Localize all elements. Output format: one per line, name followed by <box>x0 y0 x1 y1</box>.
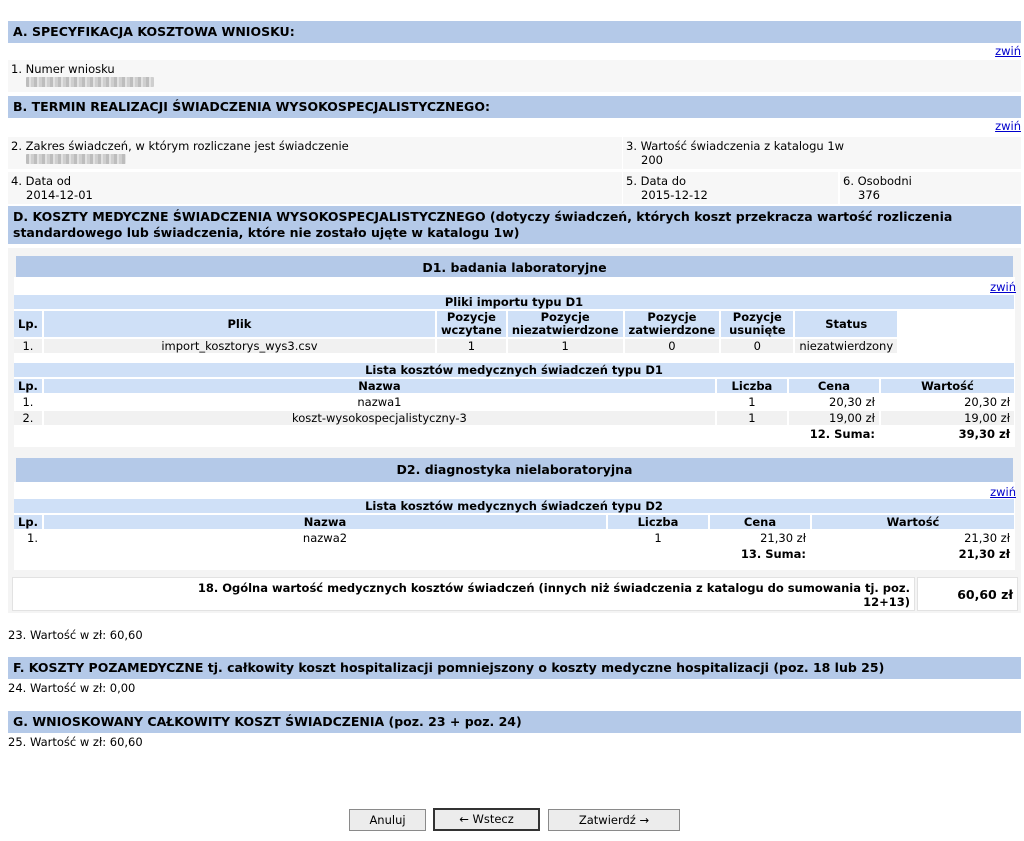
section-f-header <box>8 657 1021 679</box>
cell-wczytane: 1 <box>437 339 506 353</box>
sum-value: 39,30 zł <box>958 427 1010 441</box>
section-f-title: F. KOSZTY POZAMEDYCZNE tj. całkowity koszt hospitalizacji pomniejszony o koszty medyczne hospitalizacji (poz. 18 lub 25) <box>13 660 885 675</box>
field-23: 23. Wartość w zł: 60,60 <box>8 628 143 642</box>
osobodni-value: 376 <box>858 188 880 202</box>
col-wczytane: Pozycje wczytane <box>437 311 506 337</box>
table-row <box>14 395 1014 409</box>
cell-liczba: 1 <box>654 531 662 545</box>
field-zakres-swiadczen <box>8 137 622 169</box>
table-row <box>14 339 1014 353</box>
cell-usuniete: 0 <box>721 339 793 353</box>
wartosc-katalog-value: 200 <box>641 153 663 167</box>
d1-header: D1. badania laboratoryjne <box>16 256 1013 280</box>
field-25: 25. Wartość w zł: 60,60 <box>8 735 143 749</box>
cell-lp: 1. <box>27 531 38 545</box>
field-data-do <box>623 172 838 204</box>
field-osobodni <box>840 172 1021 204</box>
col-liczba: Liczba <box>717 379 787 393</box>
field-24: 24. Wartość w zł: 0,00 <box>8 681 136 695</box>
cell-lp: 2. <box>14 411 42 425</box>
table-row <box>14 411 1014 425</box>
sum-value: 21,30 zł <box>958 547 1010 561</box>
section-a-header <box>8 21 1021 43</box>
cell-cena: 21,30 zł <box>760 531 806 545</box>
cell-liczba: 1 <box>717 411 787 425</box>
collapse-link-a[interactable]: zwiń <box>995 44 1021 58</box>
section-a-title: A. SPECYFIKACJA KOSZTOWA WNIOSKU: <box>13 24 295 39</box>
cell-status: niezatwierdzony <box>795 339 897 353</box>
total-label: 18. Ogólna wartość medycznych kosztów świadczeń (innych niż świadczenia z katalogu do sumowania tj. poz. 12+13) <box>197 581 910 609</box>
cell-niezatwierdzone: 1 <box>508 339 623 353</box>
data-od-label: 4. Data od <box>11 174 72 188</box>
col-plik: Plik <box>44 311 435 337</box>
cell-nazwa[interactable]: nazwa1 <box>357 395 402 409</box>
wartosc-katalog-label: 3. Wartość świadczenia z katalogu 1w <box>626 139 845 153</box>
back-button[interactable]: ← Wstecz <box>433 808 540 831</box>
cell-wartosc: 19,00 zł <box>881 411 1014 425</box>
section-g-title: G. WNIOSKOWANY CAŁKOWITY KOSZT ŚWIADCZENIA (poz. 23 + poz. 24) <box>13 714 522 729</box>
col-wartosc: Wartość <box>812 515 1014 529</box>
cell-nazwa[interactable]: koszt-wysokospecjalistyczny-3 <box>44 411 715 425</box>
field-data-od <box>8 172 622 204</box>
field-numer-wniosku <box>8 60 1021 92</box>
col-lp: Lp. <box>14 379 42 393</box>
d2-header: D2. diagnostyka nielaboratoryjna <box>16 458 1013 482</box>
sum-row <box>14 427 1014 441</box>
col-cena: Cena <box>789 379 879 393</box>
col-cena: Cena <box>710 515 810 529</box>
zakres-label: 2. Zakres świadczeń, w którym rozliczane jest świadczenie <box>11 139 349 153</box>
col-status: Status <box>795 311 897 337</box>
d1-list-title: Lista kosztów medycznych świadczeń typu D1 <box>14 363 1014 377</box>
cell-lp: 1. <box>14 339 42 353</box>
col-wartosc: Wartość <box>881 379 1014 393</box>
section-b-header <box>8 96 1021 118</box>
cell-wartosc: 20,30 zł <box>964 395 1010 409</box>
d2-list-title: Lista kosztów medycznych świadczeń typu D2 <box>14 499 1014 513</box>
col-zatwierdzone: Pozycje zatwierdzone <box>625 311 720 337</box>
cell-nazwa[interactable]: nazwa2 <box>302 531 348 545</box>
total-value: 60,60 zł <box>917 577 1018 611</box>
d1-cost-table <box>12 361 1016 443</box>
d1-import-title: Pliki importu typu D1 <box>14 295 1014 309</box>
section-d-title: D. KOSZTY MEDYCZNE ŚWIADCZENIA WYSOKOSPECJALISTYCZNEGO (dotyczy świadczeń, których koszt przekracza wartość rozliczenia standardowego lub świadczenia, które nie zostało ujęte w katalogu 1w) <box>13 209 953 240</box>
d2-cost-table <box>12 497 1016 563</box>
d1-import-table <box>12 293 1016 355</box>
data-od-value: 2014-12-01 <box>26 188 93 202</box>
col-usuniete: Pozycje usunięte <box>721 311 793 337</box>
collapse-link-d2[interactable]: zwiń <box>990 485 1016 499</box>
confirm-button[interactable]: Zatwierdź → <box>548 809 680 831</box>
cancel-button[interactable]: Anuluj <box>349 809 426 831</box>
cell-wartosc: 21,30 zł <box>964 531 1010 545</box>
redacted-value <box>26 77 154 87</box>
redacted-value <box>26 154 126 164</box>
table-row <box>14 531 1014 545</box>
col-lp: Lp. <box>14 311 42 337</box>
col-nazwa: Nazwa <box>44 379 715 393</box>
sum-label: 12. Suma: <box>809 427 875 441</box>
cell-lp: 1. <box>22 395 34 409</box>
cell-liczba: 1 <box>748 395 756 409</box>
numer-wniosku-label: 1. Numer wniosku <box>11 62 115 76</box>
section-b-title: B. TERMIN REALIZACJI ŚWIADCZENIA WYSOKOSPECJALISTYCZNEGO: <box>13 99 490 114</box>
osobodni-label: 6. Osobodni <box>843 174 912 188</box>
col-nazwa: Nazwa <box>44 515 606 529</box>
data-do-label: 5. Data do <box>626 174 687 188</box>
data-do-value: 2015-12-12 <box>641 188 708 202</box>
sum-label: 13. Suma: <box>740 547 806 561</box>
field-wartosc-katalog <box>623 137 1021 169</box>
section-g-header <box>8 711 1021 733</box>
cell-plik[interactable]: import_kosztorys_wys3.csv <box>44 339 435 353</box>
section-d-header <box>8 206 1021 244</box>
col-lp: Lp. <box>14 515 42 529</box>
col-niezatwierdzone: Pozycje niezatwierdzone <box>508 311 623 337</box>
col-liczba: Liczba <box>608 515 708 529</box>
collapse-link-b[interactable]: zwiń <box>995 119 1021 133</box>
cell-cena: 19,00 zł <box>789 411 879 425</box>
sum-row <box>14 547 1014 561</box>
cell-zatwierdzone: 0 <box>625 339 720 353</box>
total-label-cell <box>12 577 915 611</box>
cell-cena: 20,30 zł <box>829 395 875 409</box>
collapse-link-d1[interactable]: zwiń <box>990 280 1016 294</box>
